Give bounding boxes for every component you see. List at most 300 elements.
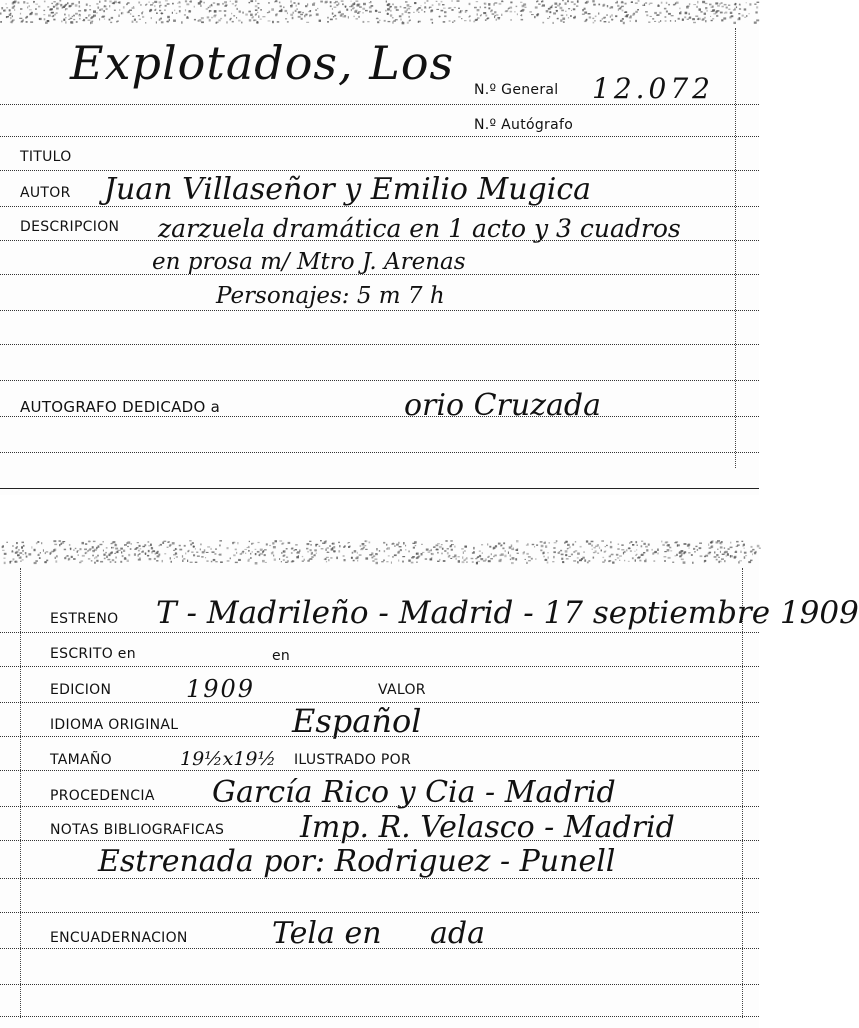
noise-speck [410,6,412,7]
noise-speck [94,549,97,551]
noise-speck [461,18,462,19]
noise-speck [148,2,150,3]
noise-speck [600,20,602,22]
noise-speck [592,549,593,550]
noise-speck [224,14,226,16]
noise-speck [664,551,666,552]
noise-speck [308,551,309,553]
noise-speck [128,11,130,13]
noise-speck [565,2,567,5]
noise-speck [338,12,341,14]
noise-speck [555,7,557,9]
noise-speck [145,4,146,5]
noise-speck [745,555,747,556]
noise-speck [257,12,258,13]
noise-speck [344,559,346,561]
noise-speck [730,555,731,557]
noise-speck [141,551,143,552]
noise-speck [357,4,359,6]
noise-speck [170,557,171,559]
noise-speck [216,22,219,23]
noise-speck [325,549,327,551]
noise-speck [298,16,301,18]
noise-speck [571,554,573,556]
noise-speck [441,10,444,12]
noise-speck [688,544,690,546]
noise-speck [488,3,490,5]
noise-speck [110,22,112,23]
noise-speck [88,549,91,551]
noise-speck [213,559,216,561]
noise-speck [283,554,285,556]
noise-speck [466,557,467,558]
noise-speck [17,554,20,556]
noise-speck [418,21,421,23]
noise-speck [115,543,116,545]
noise-speck [488,560,490,561]
noise-speck [516,540,519,542]
noise-speck [62,542,64,544]
noise-speck [734,556,736,558]
noise-speck [101,16,104,18]
noise-speck [695,546,697,547]
noise-speck [22,550,24,552]
noise-speck [643,552,645,553]
dedicado-label: AUTOGRAFO DEDICADO a [20,398,221,416]
noise-speck [687,19,689,20]
noise-speck [250,0,253,2]
noise-speck [35,13,38,15]
noise-speck [496,14,499,16]
noise-speck [664,560,666,562]
noise-speck [645,2,647,4]
noise-speck [20,561,22,562]
noise-speck [65,17,66,18]
noise-speck [92,550,93,551]
noise-speck [252,551,253,552]
noise-speck [166,21,167,22]
noise-speck [92,16,93,19]
noise-speck [510,19,512,21]
noise-speck [629,17,632,19]
noise-speck [710,542,712,544]
noise-speck [560,550,562,552]
noise-speck [310,10,312,12]
noise-speck [552,22,554,24]
noise-speck [193,554,195,556]
noise-speck [162,560,163,562]
noise-speck [718,561,720,563]
noise-speck [537,14,538,16]
noise-speck [531,14,534,15]
noise-speck [724,560,725,562]
noise-speck [127,546,129,547]
rule [0,170,759,171]
noise-speck [508,552,509,554]
noise-speck [16,551,18,553]
noise-speck [346,9,348,11]
noise-speck [705,560,706,562]
noise-speck [678,552,680,554]
noise-speck [451,0,452,2]
noise-speck [618,544,620,545]
noise-speck [471,558,474,559]
noise-speck [291,548,293,550]
noise-speck [468,16,470,17]
noise-speck [751,546,753,548]
noise-speck [369,6,372,8]
noise-speck [606,545,608,546]
noise-speck [258,542,260,543]
noise-speck [104,0,106,1]
noise-speck [264,554,266,556]
noise-speck [589,16,591,18]
noise-speck [357,560,358,561]
noise-speck [109,19,111,21]
descripcion-line2: en prosa m/ Mtro J. Arenas [152,249,466,275]
noise-speck [249,2,251,3]
noise-speck [65,21,66,23]
noise-speck [367,21,369,22]
noise-speck [617,548,619,550]
noise-speck [398,560,399,562]
noise-speck [500,559,502,561]
noise-speck [602,557,604,558]
noise-speck [664,8,667,10]
noise-speck [255,549,257,550]
noise-speck [679,556,681,558]
noise-speck [736,6,737,8]
noise-speck [185,9,186,11]
noise-speck [444,11,447,13]
noise-speck [743,544,745,546]
rule [0,984,759,985]
noise-speck [571,1,574,3]
noise-speck [327,552,330,553]
noise-speck [73,549,75,551]
noise-speck [182,555,183,557]
rule [0,274,759,275]
noise-speck [208,7,209,9]
noise-speck [145,553,147,554]
noise-speck [526,545,529,546]
noise-speck [413,547,415,549]
noise-speck [449,20,451,21]
noise-speck [235,562,238,563]
noise-speck [65,556,66,557]
noise-speck [53,6,55,7]
noise-speck [674,542,677,543]
noise-speck [4,9,7,11]
noise-speck [50,9,52,11]
noise-speck [469,3,471,5]
noise-speck [155,553,157,555]
noise-speck [158,554,160,555]
noise-speck [736,546,738,547]
noise-speck [714,551,715,553]
noise-speck [31,546,32,548]
noise-speck [183,558,185,559]
noise-speck [179,6,181,8]
noise-speck [182,560,184,562]
noise-speck [510,7,513,9]
noise-speck [726,7,728,9]
noise-speck [4,553,7,555]
noise-speck [338,550,340,552]
noise-speck [131,543,132,545]
noise-speck [628,547,630,549]
noise-speck [222,3,224,5]
noise-speck [626,549,628,551]
noise-speck [219,10,222,11]
noise-speck [689,4,690,5]
noise-speck [122,555,124,557]
noise-speck [13,2,15,4]
noise-speck [227,560,230,562]
noise-speck [517,548,519,551]
noise-speck [659,12,661,14]
noise-speck [362,12,364,13]
noise-speck [543,556,545,558]
noise-speck [43,10,45,11]
noise-speck [748,561,751,563]
autografo-label: N.º Autógrafo [474,117,574,133]
noise-speck [309,541,311,542]
noise-speck [705,3,708,4]
noise-speck [457,0,460,2]
noise-speck [601,540,604,542]
noise-speck [586,540,588,542]
noise-speck [250,553,251,555]
noise-speck [286,548,288,550]
noise-speck [72,16,73,17]
noise-speck [357,552,358,554]
noise-speck [79,5,81,7]
noise-speck [232,21,234,23]
noise-speck [738,561,740,563]
noise-speck [25,552,27,554]
noise-speck [542,1,544,3]
noise-speck [750,560,753,562]
noise-speck [580,546,582,548]
noise-speck [287,12,288,14]
noise-speck [237,8,238,10]
noise-speck [363,21,365,23]
noise-speck [489,546,491,548]
noise-speck [68,558,69,560]
noise-speck [721,2,723,4]
noise-speck [509,546,512,548]
noise-speck [499,3,502,5]
noise-speck [198,20,200,22]
noise-speck [319,546,321,547]
noise-speck [378,12,381,13]
noise-speck [754,4,756,5]
noise-speck [501,14,502,16]
noise-speck [387,8,390,10]
noise-speck [324,541,327,544]
noise-speck [60,4,62,7]
noise-speck [636,549,637,550]
noise-speck [154,558,156,560]
noise-speck [702,19,704,21]
noise-speck [424,11,425,12]
noise-speck [134,549,137,551]
noise-speck [560,7,563,9]
noise-speck [152,2,154,3]
descripcion-label: DESCRIPCION [20,219,120,235]
noise-speck [138,2,140,4]
noise-speck [458,560,460,563]
noise-speck [576,6,578,7]
noise-speck [588,543,591,545]
noise-speck [644,560,646,562]
noise-speck [360,549,363,550]
noise-speck [720,542,721,543]
noise-speck [523,3,526,5]
noise-speck [194,19,196,21]
noise-speck [54,544,57,545]
noise-speck [145,22,146,24]
rule [0,806,759,807]
noise-speck [681,554,682,556]
noise-speck [622,1,623,3]
noise-speck [730,16,731,17]
noise-speck [593,557,595,559]
noise-speck [26,556,28,558]
noise-speck [516,6,518,7]
autor-label: AUTOR [20,185,71,201]
noise-speck [677,544,680,546]
noise-speck [264,549,267,550]
noise-speck [54,14,56,16]
noise-speck [579,560,582,561]
noise-speck [79,562,81,564]
noise-speck [477,17,480,18]
noise-speck [722,6,724,8]
noise-speck [565,550,568,552]
noise-speck [295,10,297,12]
noise-speck [432,22,433,24]
noise-speck [728,548,730,549]
noise-speck [109,5,110,7]
noise-speck [39,18,41,20]
noise-speck [3,558,5,559]
noise-speck [1,7,3,9]
noise-speck [375,553,378,555]
noise-speck [357,556,359,557]
noise-speck [115,548,118,550]
noise-speck [186,3,189,5]
noise-speck [142,11,143,12]
rule [0,344,759,345]
noise-speck [174,10,175,12]
rule [0,104,759,105]
rule [0,380,759,381]
noise-speck [224,1,227,3]
noise-speck [549,12,552,13]
noise-speck [293,550,295,551]
noise-speck [171,561,173,563]
noise-speck [413,12,415,13]
noise-speck [666,2,668,4]
noise-speck [608,561,610,563]
noise-speck [692,562,693,564]
noise-speck [96,3,98,5]
noise-speck [379,550,380,552]
noise-speck [160,18,162,20]
noise-speck [63,6,65,8]
noise-speck [169,545,171,547]
noise-speck [195,548,196,549]
noise-speck [130,548,132,550]
noise-speck [565,11,566,12]
noise-speck [334,7,337,9]
noise-speck [568,548,570,549]
noise-speck [419,7,421,9]
noise-speck [369,2,372,3]
noise-speck [189,1,191,2]
noise-speck [300,14,303,15]
noise-speck [638,0,640,2]
noise-speck [615,15,617,17]
noise-speck [36,542,38,544]
noise-speck [644,3,645,6]
noise-speck [476,557,477,559]
noise-speck [734,8,735,10]
noise-speck [237,542,238,544]
noise-speck [716,11,718,13]
noise-speck [699,548,702,549]
estreno-label: ESTRENO [50,611,119,627]
noise-speck [213,2,215,4]
noise-speck [372,560,374,562]
noise-speck [418,12,419,13]
noise-speck [111,552,113,554]
noise-speck [173,20,176,22]
noise-speck [548,8,550,9]
noise-speck [302,556,303,557]
noise-speck [759,548,761,549]
noise-speck [348,542,350,543]
noise-speck [591,541,594,543]
noise-speck [682,18,684,20]
noise-speck [424,2,425,4]
noise-speck [631,541,633,543]
noise-speck [654,21,656,22]
noise-speck [305,5,307,7]
noise-speck [201,21,204,23]
noise-speck [290,14,293,16]
noise-speck [2,550,5,551]
noise-speck [562,561,564,563]
noise-speck [561,10,564,12]
noise-speck [542,22,544,24]
noise-speck [341,13,344,15]
noise-speck [566,558,569,560]
noise-speck [400,6,402,8]
noise-speck [540,550,542,552]
noise-speck [545,559,547,560]
noise-speck [61,21,62,23]
noise-speck [454,546,455,548]
noise-speck [245,14,248,16]
noise-speck [739,17,741,19]
noise-speck [730,542,731,544]
noise-speck [344,545,346,546]
noise-speck [693,548,695,550]
noise-speck [19,18,22,19]
